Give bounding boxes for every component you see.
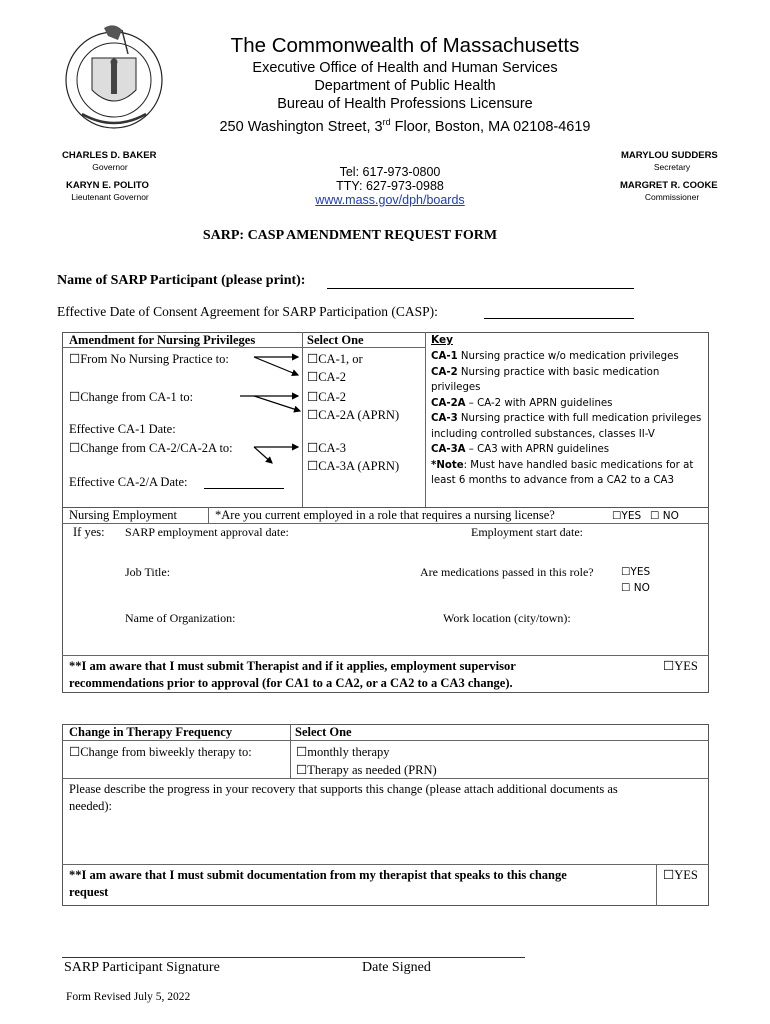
therapy-acknowledgement: **I am aware that I must submit documentation from my therapist that speaks to this change request <box>69 868 567 899</box>
effective-date-field[interactable] <box>484 318 634 319</box>
key-item: CA-2A – CA-2 with APRN guidelines <box>431 397 613 409</box>
key-item: CA-3A – CA3 with APRN guidelines <box>431 444 610 455</box>
progress-description[interactable]: Please describe the progress in your recovery that supports this change (please attach additional documents as needed): <box>69 782 618 813</box>
effective-ca2-date: Effective CA-2/A Date: <box>69 475 188 489</box>
meds-question: Are medications passed in this role? <box>420 565 594 579</box>
employment-yes-checkbox[interactable]: ☐YES <box>612 510 642 522</box>
start-date-label[interactable]: Employment start date: <box>471 525 583 539</box>
agency-line-1: Executive Office of Health and Human Services <box>252 60 558 76</box>
agency-line-2: Department of Public Health <box>314 78 496 94</box>
website-link-wrap <box>290 193 490 207</box>
form-title: SARP: CASP AMENDMENT REQUEST FORM <box>202 228 498 243</box>
key-item: least 6 months to advance from a CA2 to a CA3 <box>431 475 674 486</box>
change-biweekly-option[interactable]: ☐Change from biweekly therapy to: <box>69 745 252 759</box>
key-item: CA-2 Nursing practice with basic medication <box>431 366 660 378</box>
effective-ca1-date: Effective CA-1 Date: <box>69 422 176 436</box>
approval-date-label[interactable]: SARP employment approval date: <box>125 525 289 539</box>
ca2a-aprn-option[interactable]: ☐CA-2A (APRN) <box>307 408 400 422</box>
key-item: *Note: Must have handled basic medications for at <box>431 459 694 471</box>
arrow-icons <box>240 350 310 470</box>
therapy-select-one: Select One <box>295 725 352 739</box>
agency-title: The Commonwealth of Massachusetts <box>230 34 580 57</box>
key-item: CA-3 Nursing practice with full medication privileges <box>431 413 702 424</box>
secretary-title: Secretary <box>653 162 691 172</box>
work-location-label[interactable]: Work location (city/town): <box>443 611 571 625</box>
lt-governor-name: KARYN E. POLITO <box>66 180 149 191</box>
organization-label[interactable]: Name of Organization: <box>125 611 236 625</box>
key-item: including controlled substances, classes II-V <box>431 428 655 440</box>
ca1-option[interactable]: ☐CA-1, or <box>307 352 363 366</box>
select-one-header: Select One <box>307 333 364 347</box>
ca2-option-b[interactable]: ☐CA-2 <box>307 390 346 404</box>
employment-no-checkbox[interactable]: ☐ NO <box>650 510 679 522</box>
governor-title: Governor <box>92 162 128 172</box>
key-item: privileges <box>431 382 481 393</box>
change-from-ca2-option[interactable]: ☐Change from CA-2/CA-2A to: <box>69 441 233 455</box>
form-revised-date: Form Revised July 5, 2022 <box>66 991 191 1003</box>
nursing-employment-label: Nursing Employment <box>69 508 177 522</box>
employment-ack-yes-checkbox[interactable]: ☐YES <box>663 659 698 673</box>
participant-name-field[interactable] <box>327 288 634 289</box>
key-header: Key <box>431 334 453 346</box>
agency-line-3: Bureau of Health Professions Licensure <box>277 96 533 112</box>
participant-name-label: Name of SARP Participant (please print): <box>57 273 306 288</box>
prn-therapy-option[interactable]: ☐Therapy as needed (PRN) <box>296 763 437 777</box>
ca3a-aprn-option[interactable]: ☐CA-3A (APRN) <box>307 459 400 473</box>
phone-tty: TTY: 627-973-0988 <box>336 179 444 193</box>
key-legend <box>431 349 709 489</box>
lt-governor-title: Lieutenant Governor <box>71 192 149 202</box>
meds-yes-checkbox[interactable]: ☐YES <box>621 566 651 578</box>
governor-name: CHARLES D. BAKER <box>62 150 157 161</box>
effective-date-label: Effective Date of Consent Agreement for SARP Participation (CASP): <box>57 304 438 319</box>
signature-line[interactable] <box>62 957 525 958</box>
employment-acknowledgement: **I am aware that I must submit Therapist and if it applies, employment supervisor recommendations prior to approval (for CA1 to a CA2, or a CA2 to a CA3 change). <box>69 659 516 690</box>
from-no-practice-option[interactable]: ☐From No Nursing Practice to: <box>69 352 229 366</box>
secretary-name: MARYLOU SUDDERS <box>621 150 718 161</box>
ca3-option[interactable]: ☐CA-3 <box>307 441 346 455</box>
key-item: CA-1 Nursing practice w/o medication privileges <box>431 351 679 362</box>
participant-signature-label: SARP Participant Signature <box>64 960 220 975</box>
state-seal <box>62 20 166 132</box>
effective-ca2-date-field[interactable] <box>204 488 284 489</box>
job-title-label[interactable]: Job Title: <box>125 565 171 579</box>
if-yes-label: If yes: <box>73 525 105 539</box>
therapy-header: Change in Therapy Frequency <box>69 725 233 739</box>
employment-question: *Are you current employed in a role that requires a nursing license? <box>215 508 555 522</box>
monthly-therapy-option[interactable]: ☐monthly therapy <box>296 745 390 759</box>
agency-address: 250 Washington Street, 3rd Floor, Boston, MA 02108-4619 <box>219 117 591 135</box>
phone-tel: Tel: 617-973-0800 <box>339 165 441 179</box>
change-from-ca1-option[interactable]: ☐Change from CA-1 to: <box>69 390 194 404</box>
commissioner-name: MARGRET R. COOKE <box>620 180 718 191</box>
amendment-header: Amendment for Nursing Privileges <box>69 333 256 347</box>
ca2-option-a[interactable]: ☐CA-2 <box>307 370 346 384</box>
commissioner-title: Commissioner <box>644 192 700 202</box>
date-signed-label: Date Signed <box>362 960 431 975</box>
website-link[interactable]: www.mass.gov/dph/boards <box>315 193 465 207</box>
meds-no-checkbox[interactable]: ☐ NO <box>621 582 650 594</box>
therapy-ack-yes-checkbox[interactable]: ☐YES <box>663 868 698 882</box>
